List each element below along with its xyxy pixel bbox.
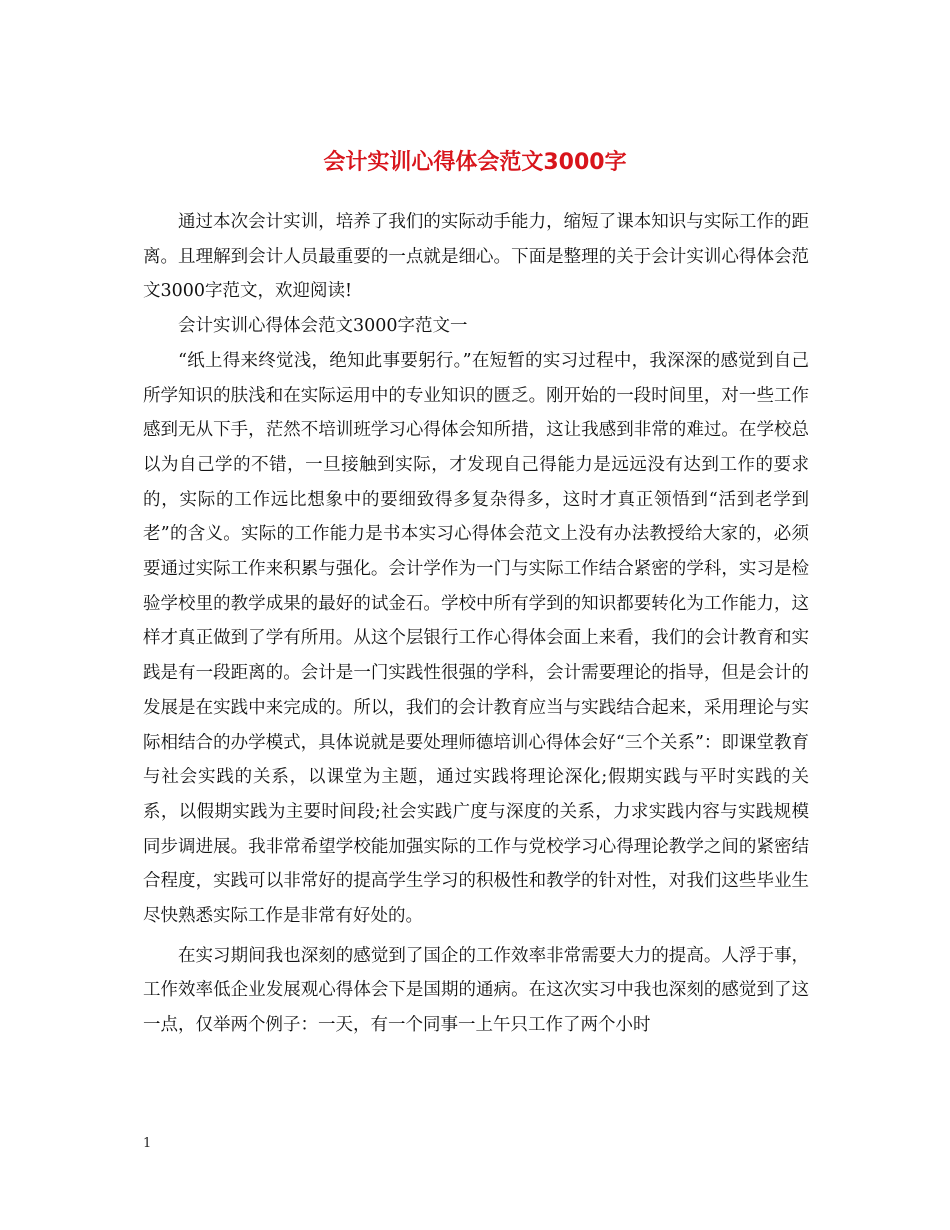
- page-title: 会计实训心得体会范文3000字: [323, 149, 627, 175]
- intro-paragraph: 通过本次会计实训，培养了我们的实际动手能力，缩短了课本知识与实际工作的距离。且理解到会计人员最重要的一点就是细心。下面是整理的关于会计实训心得体会范文3000字范文，欢迎阅读!: [143, 212, 809, 302]
- document-body: [143, 205, 809, 1043]
- section-heading: 会计实训心得体会范文3000字范文一: [178, 316, 468, 337]
- body-paragraph-2: 在实习期间我也深刻的感觉到了国企的工作效率非常需要大力的提高。人浮于事，工作效率低企业发展观心得体会下是国期的通病。在这次实习中我也深刻的感觉到了这一点，仅举两个例子：一天，有一个同事一上午只工作了两个小时: [143, 945, 809, 1036]
- page-number: 1: [143, 1136, 152, 1151]
- body-paragraph-1: “纸上得来终觉浅，绝知此事要躬行。”在短暂的实习过程中，我深深的感觉到自己所学知识的肤浅和在实际运用中的专业知识的匮乏。刚开始的一段时间里，对一些工作感到无从下手，茫然不培训班学习心得体会知所措，这让我感到非常的难过。在学校总以为自己学的不错，一旦接触到实际，才发现自己得能力是远远没有达到工作的要求的，实际的工作远比想象中的要细致得多复杂得多，这时才真正领悟到“活到老学到老”的含义。实际的工作能力是书本实习心得体会范文上没有办法教授给大家的，必须要通过实际工作来积累与强化。会计学作为一门与实际工作结合紧密的学科，实习是检验学校里的教学成果的最好的试金石。学校中所有学到的知识都要转化为工作能力，这样才真正做到了学有所用。从这个层银行工作心得体会面上来看，我们的会计教育和实践是有一段距离的。会计是一门实践性很强的学科，会计需要理论的指导，但是会计的发展是在实践中来完成的。所以，我们的会计教育应当与实践结合起来，采用理论与实际相结合的办学模式，具体说就是要处理师德培训心得体会好“三个关系”：即课堂教育与社会实践的关系，以课堂为主题，通过实践将理论深化;假期实践与平时实践的关系，以假期实践为主要时间段;社会实践广度与深度的关系，力求实践内容与实践规模同步调进展。我非常希望学校能加强实际的工作与党校学习心得理论教学之间的紧密结合程度，实践可以非常好的提高学生学习的积极性和教学的针对性，对我们这些毕业生尽快熟悉实际工作是非常有好处的。: [143, 350, 809, 927]
